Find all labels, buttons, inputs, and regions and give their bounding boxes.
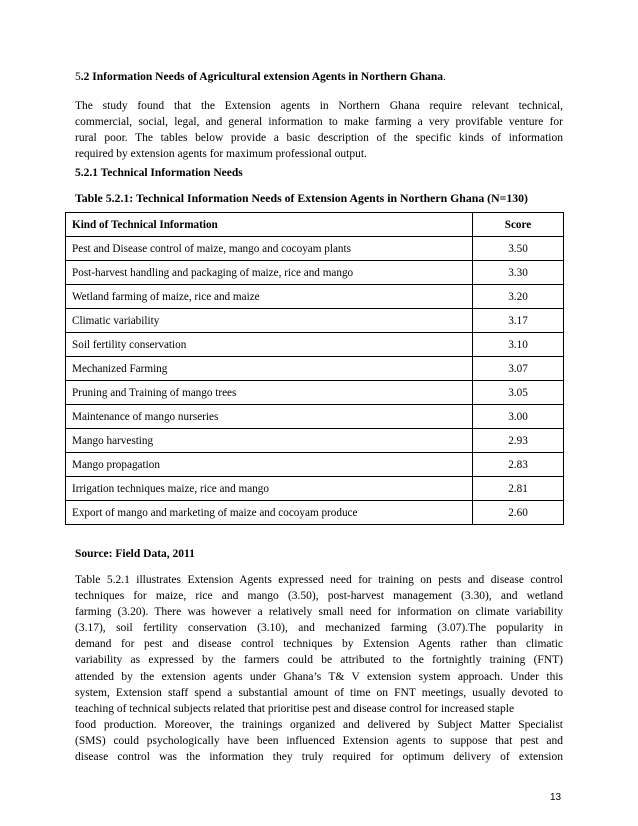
table-row	[66, 381, 564, 405]
page-number: 13	[550, 792, 562, 803]
score-cell: 2.81	[473, 477, 564, 501]
score-cell: 3.07	[473, 357, 564, 381]
score-cell: 3.05	[473, 381, 564, 405]
body-line: (3.17), soil fertility conservation (3.10), and mechanized farming (3.07).The popularity in	[75, 622, 563, 635]
section-heading-text: .2 Information Needs of Agricultural extension Agents in Northern Ghana	[80, 71, 443, 83]
body-line: demand for pest and disease control techniques by Extension Agents rather than climatic	[75, 638, 563, 651]
body-line: attended by the extension agents under Ghana’s T& V extension system approach. Under this	[75, 670, 563, 683]
score-cell: 3.17	[473, 309, 564, 333]
body-line: food production. Moreover, the trainings organized and delivered by Subject Matter Specialist	[75, 718, 563, 731]
table-source: Source: Field Data, 2011	[75, 548, 195, 560]
technical-info-table	[65, 212, 564, 525]
info-kind-cell: Export of mango and marketing of maize and cocoyam produce	[66, 501, 473, 525]
table-header-row	[66, 213, 564, 237]
info-kind-cell: Maintenance of mango nurseries	[66, 405, 473, 429]
intro-paragraph	[75, 98, 563, 162]
info-kind-cell: Irrigation techniques maize, rice and mango	[66, 477, 473, 501]
intro-line: rural poor. The tables below provide a basic description of the specific kinds of information	[75, 132, 563, 145]
header-score: Score	[473, 213, 564, 237]
score-cell: 3.30	[473, 261, 564, 285]
intro-line: commercial, social, legal, and general information to make farming a very provifable venture for	[75, 116, 563, 129]
body-line: farming (3.20). There was however a relatively small need for information on climate variability	[75, 606, 563, 619]
body-paragraph	[75, 572, 563, 765]
info-kind-cell: Mango harvesting	[66, 429, 473, 453]
table-row	[66, 261, 564, 285]
body-line: (SMS) could psychologically have been influenced Extension agents to suppose that pest and	[75, 734, 563, 747]
section-heading	[75, 71, 446, 83]
info-kind-cell: Climatic variability	[66, 309, 473, 333]
table-row	[66, 237, 564, 261]
info-kind-cell: Mango propagation	[66, 453, 473, 477]
body-line: disease control was the information they truly required for optimum delivery of extension	[75, 751, 563, 764]
info-kind-cell: Wetland farming of maize, rice and maize	[66, 285, 473, 309]
score-cell: 3.00	[473, 405, 564, 429]
subsection-heading: 5.2.1 Technical Information Needs	[75, 167, 243, 179]
info-kind-cell: Pruning and Training of mango trees	[66, 381, 473, 405]
table-row	[66, 501, 564, 525]
header-kind: Kind of Technical Information	[66, 213, 473, 237]
score-cell: 3.20	[473, 285, 564, 309]
body-line: Table 5.2.1 illustrates Extension Agents expressed need for training on pests and disease control	[75, 574, 563, 586]
info-kind-cell: Mechanized Farming	[66, 357, 473, 381]
table-row	[66, 453, 564, 477]
table-row	[66, 477, 564, 501]
info-kind-cell: Post-harvest handling and packaging of maize, rice and mango	[66, 261, 473, 285]
section-number-prefix: 5	[75, 71, 81, 83]
table-caption: Table 5.2.1: Technical Information Needs of Extension Agents in Northern Ghana (N=130)	[75, 191, 528, 205]
body-line: techniques for maize, rice and mango (3.50), post-harvest management (3.30), and wetland	[75, 590, 563, 603]
intro-line: required by extension agents for maximum professional output.	[75, 148, 367, 161]
section-heading-suffix: .	[443, 71, 446, 83]
table-row	[66, 357, 564, 381]
table-row	[66, 309, 564, 333]
body-line: system, Extension staff spend a substantial amount of time on FNT meetings, usually devoted to	[75, 686, 563, 699]
info-kind-cell: Soil fertility conservation	[66, 333, 473, 357]
score-cell: 2.93	[473, 429, 564, 453]
table-row	[66, 405, 564, 429]
body-line: teaching of technical subjects related that prioritise pest and disease control for increased staple	[75, 702, 515, 715]
score-cell: 3.50	[473, 237, 564, 261]
table-row	[66, 333, 564, 357]
score-cell: 2.60	[473, 501, 564, 525]
table-row	[66, 429, 564, 453]
body-line: variability as expressed by the farmers could be attributed to the fortnightly training (FNT)	[75, 654, 563, 667]
score-cell: 2.83	[473, 453, 564, 477]
intro-line: The study found that the Extension agents in Northern Ghana require relevant technical,	[75, 100, 563, 112]
score-cell: 3.10	[473, 333, 564, 357]
info-kind-cell: Pest and Disease control of maize, mango and cocoyam plants	[66, 237, 473, 261]
table-row	[66, 285, 564, 309]
